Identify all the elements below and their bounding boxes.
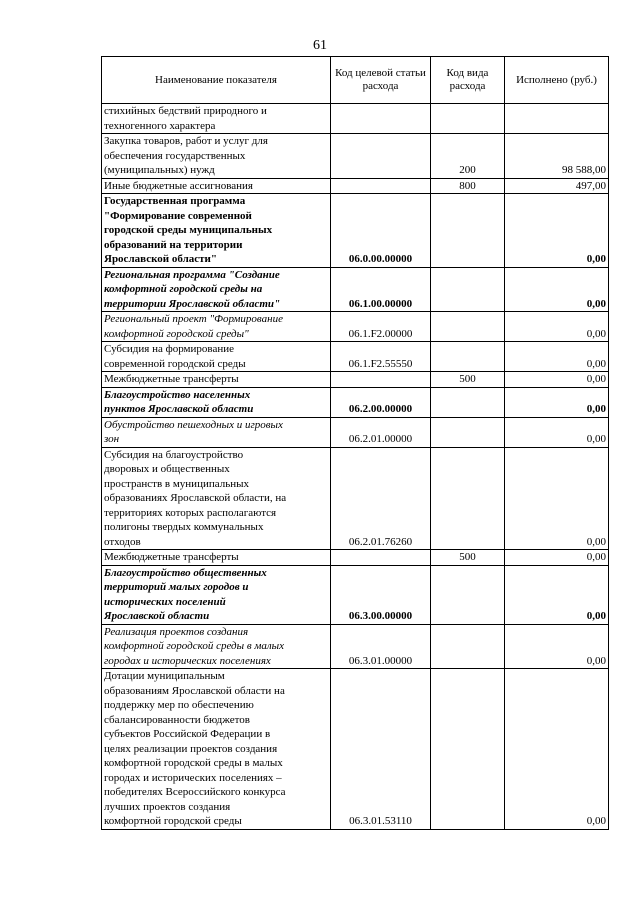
cell-name: Реализация проектов создания комфортной городской среды в малых городах и исторических поселениях [102,624,331,669]
cell-amount: 0,00 [505,342,609,372]
cell-code: 06.2.01.00000 [331,417,431,447]
table-row [102,194,609,268]
cell-code: 06.3.01.00000 [331,624,431,669]
cell-code: 06.2.01.76260 [331,447,431,550]
cell-type [431,387,505,417]
cell-amount: 0,00 [505,550,609,566]
cell-amount: 0,00 [505,194,609,268]
cell-code [331,104,431,134]
cell-amount: 0,00 [505,417,609,447]
cell-amount: 0,00 [505,624,609,669]
cell-name: Закупка товаров, работ и услуг для обеспечения государственных (муниципальных) нужд [102,134,331,179]
cell-amount: 0,00 [505,372,609,388]
table-row [102,267,609,312]
table-row [102,417,609,447]
cell-amount: 0,00 [505,669,609,830]
header-type: Код вида расхода [431,57,505,104]
cell-type [431,669,505,830]
cell-name: Межбюджетные трансферты [102,372,331,388]
cell-amount: 0,00 [505,447,609,550]
cell-name: Дотации муниципальным образованиям Ярославской области на поддержку мер по обеспечению сбалансированности бюджетов субъектов Российской Федерации в целях реализации проектов создания комфортной городской среды в малых городах и исторических поселениях – победителях Всероссийского конкурса лучших проектов создания комфортной городской среды [102,669,331,830]
cell-type: 800 [431,178,505,194]
cell-amount: 0,00 [505,267,609,312]
cell-type [431,417,505,447]
cell-amount: 98 588,00 [505,134,609,179]
cell-name: Субсидия на благоустройство дворовых и общественных пространств в муниципальных образованиях Ярославской области, на территориях которых располагаются полигоны твердых коммунальных отходов [102,447,331,550]
cell-name: Субсидия на формирование современной городской среды [102,342,331,372]
cell-amount: 0,00 [505,565,609,624]
cell-code: 06.2.00.00000 [331,387,431,417]
table-body [102,104,609,830]
table-row [102,565,609,624]
cell-name: Иные бюджетные ассигнования [102,178,331,194]
cell-name: Межбюджетные трансферты [102,550,331,566]
expenditure-table [101,56,609,830]
table-row [102,342,609,372]
cell-name: Благоустройство общественных территорий малых городов и исторических поселений Ярославской области [102,565,331,624]
header-amount: Исполнено (руб.) [505,57,609,104]
cell-type [431,267,505,312]
table-row [102,624,609,669]
cell-type: 500 [431,372,505,388]
cell-amount [505,104,609,134]
cell-name: стихийных бедствий природного и техногенного характера [102,104,331,134]
table-row [102,134,609,179]
cell-type [431,624,505,669]
cell-name: Региональный проект "Формирование комфортной городской среды" [102,312,331,342]
cell-type [431,447,505,550]
cell-code: 06.0.00.00000 [331,194,431,268]
table-row [102,104,609,134]
cell-code [331,550,431,566]
cell-type [431,312,505,342]
table-row [102,550,609,566]
cell-code: 06.1.F2.00000 [331,312,431,342]
cell-amount: 0,00 [505,312,609,342]
cell-name: Государственная программа "Формирование современной городской среды муниципальных образований на территории Ярославской области" [102,194,331,268]
cell-code [331,372,431,388]
cell-code: 06.3.01.53110 [331,669,431,830]
header-code: Код целевой статьи расхода [331,57,431,104]
table-row [102,447,609,550]
table-row [102,669,609,830]
cell-type [431,104,505,134]
header-name: Наименование показателя [102,57,331,104]
cell-code: 06.3.00.00000 [331,565,431,624]
cell-name: Обустройство пешеходных и игровых зон [102,417,331,447]
cell-amount: 0,00 [505,387,609,417]
cell-type [431,194,505,268]
table-row [102,178,609,194]
cell-type [431,565,505,624]
cell-code [331,134,431,179]
page-number: 61 [313,38,327,53]
cell-code: 06.1.F2.55550 [331,342,431,372]
table-row [102,312,609,342]
cell-name: Региональная программа "Создание комфортной городской среды на территории Ярославской области" [102,267,331,312]
cell-code: 06.1.00.00000 [331,267,431,312]
cell-type: 500 [431,550,505,566]
cell-name: Благоустройство населенных пунктов Ярославской области [102,387,331,417]
cell-code [331,178,431,194]
cell-type [431,342,505,372]
cell-amount: 497,00 [505,178,609,194]
table-row [102,387,609,417]
cell-type: 200 [431,134,505,179]
table-header-row [102,57,609,104]
table-row [102,372,609,388]
